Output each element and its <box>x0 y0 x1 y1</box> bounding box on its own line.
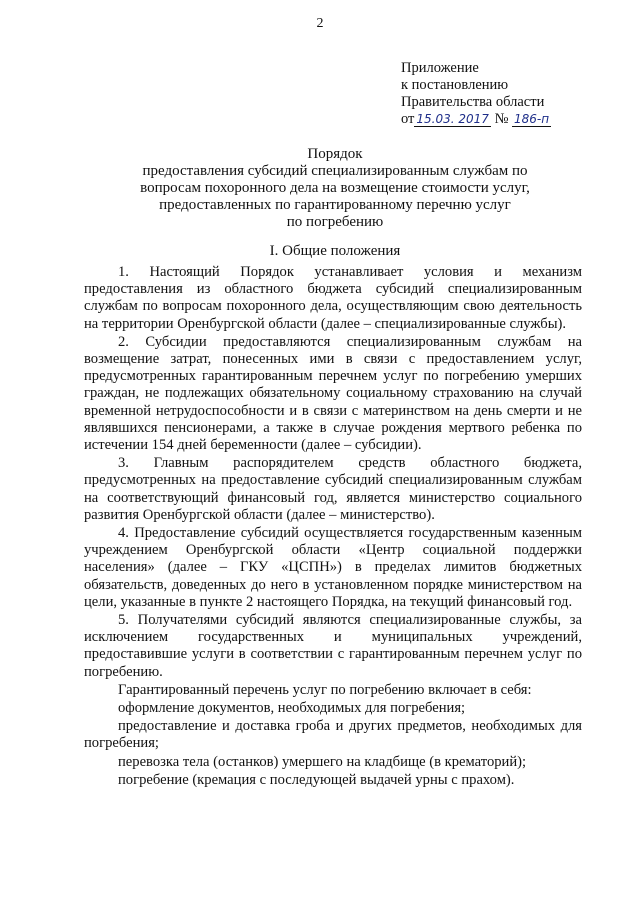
title-line: вопросам похоронного дела на возмещение стоимости услуг, <box>140 180 530 196</box>
date-number-line <box>401 111 551 128</box>
title-line: предоставления субсидий специализированным службам по <box>142 163 528 179</box>
paragraph: Гарантированный перечень услуг по погребению включает в себя: <box>118 681 532 698</box>
paragraph: перевозка тела (останков) умершего на кладбище (в крематорий); <box>118 753 527 770</box>
title-line: Порядок <box>307 146 363 162</box>
paragraph: 5. Получателями субсидий являются специализированные службы, за исключением государственных и муниципальных учреждений, предоставившие услуги в соответствии с гарантированным перечнем услуг по погребению. <box>84 612 582 680</box>
title-line: по погребению <box>286 214 384 230</box>
paragraph: 1. Настоящий Порядок устанавливает условия и механизм предоставления из областного бюджета субсидий специализированным службам по вопросам похоронного дела, осуществляющим свою деятельность на территории Оренбургской области (далее – специализированные службы). <box>84 264 582 332</box>
paragraph: оформление документов, необходимых для погребения; <box>118 700 466 717</box>
paragraph: погребение (кремация с последующей выдачей урны с прахом). <box>118 771 515 788</box>
title-line: предоставленных по гарантированному перечню услуг <box>159 197 511 213</box>
appendix-line: Правительства области <box>401 94 545 110</box>
paragraph: 3. Главным распорядителем средств областного бюджета, предусмотренных на предоставление субсидий специализированным службам на соответствующий финансовый год, является министерство социального развития Оренбургской области (далее – министерство). <box>84 455 582 523</box>
paragraph: 4. Предоставление субсидий осуществляется государственным казенным учреждением Оренбургской области «Центр социальной поддержки населения» (далее – ГКУ «ЦСПН») в пределах лимитов бюджетных обязательств, доведенных до него в установленном порядке министерством на цели, указанные в пункте 2 настоящего Порядка, на текущий финансовый год. <box>84 525 582 610</box>
appendix-line: Приложение <box>401 60 479 76</box>
paragraph: предоставление и доставка гроба и других предметов, необходимых для погребения; <box>84 718 582 752</box>
handwritten-number: 186-п <box>514 112 550 126</box>
appendix-block <box>401 60 551 128</box>
paragraph: 2. Субсидии предоставляются специализированным службам на возмещение затрат, понесенных ими в связи с предоставлением услуг, предусмотренных гарантированным перечнем услуг по погребению умерших граждан, не подлежащих обязательному социальному страхованию на случай временной нетрудоспособности и в связи с материнством на день смерти и не являвшихся пенсионерами, а также в случае рождения мертвого ребенка по истечении 154 дней беременности (далее – субсидии). <box>84 333 582 454</box>
handwritten-date: 15.03. 2017 <box>416 112 489 126</box>
date-prefix: от <box>401 111 415 127</box>
page-number: 2 <box>316 16 324 31</box>
document-body <box>84 264 582 789</box>
appendix-line: к постановлению <box>401 77 509 93</box>
number-prefix: № <box>494 111 509 127</box>
document-title <box>80 146 590 231</box>
section-heading: I. Общие положения <box>269 243 401 259</box>
